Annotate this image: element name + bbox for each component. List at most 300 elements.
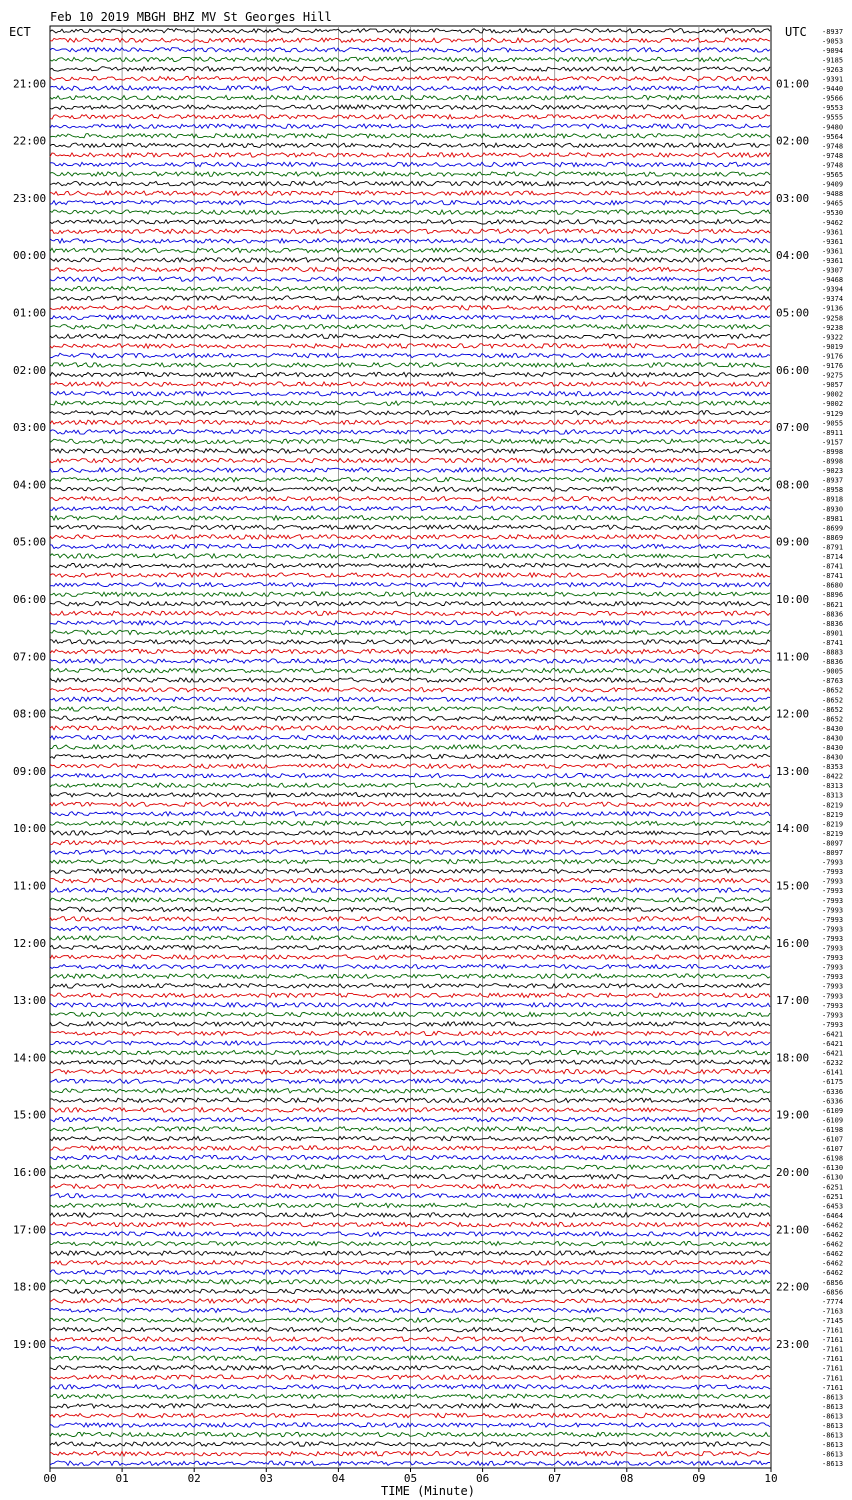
trace-offset-label: -9440 <box>822 85 844 94</box>
trace-offset-label: -8613 <box>822 1441 844 1450</box>
trace-offset-label: -6462 <box>822 1250 844 1259</box>
trace-offset-label: -8313 <box>822 791 844 800</box>
trace-offset-label: -6462 <box>822 1259 844 1268</box>
seismic-trace <box>50 57 770 62</box>
trace-offset-label: -9157 <box>822 438 844 447</box>
utc-hour-label: 10:00 <box>776 592 810 606</box>
trace-offset-label: -6421 <box>822 1030 844 1039</box>
trace-offset-label: -7161 <box>822 1336 844 1345</box>
seismic-trace <box>50 945 770 950</box>
seismic-trace <box>50 821 770 825</box>
utc-hour-label: 01:00 <box>776 77 810 91</box>
seismic-trace <box>50 1222 770 1227</box>
seismic-trace <box>50 1442 770 1447</box>
utc-hour-label: 02:00 <box>776 134 810 148</box>
ect-hour-label: 11:00 <box>13 879 47 893</box>
trace-offset-label: -6462 <box>822 1269 844 1278</box>
trace-offset-label: -8937 <box>822 27 844 36</box>
trace-offset-label: -9023 <box>822 467 844 476</box>
utc-hour-label: 13:00 <box>776 764 810 778</box>
seismic-trace <box>50 1203 770 1208</box>
trace-offset-label: -9002 <box>822 390 844 399</box>
seismic-trace <box>50 1079 770 1084</box>
seismic-trace <box>50 1280 770 1285</box>
utc-hour-label: 23:00 <box>776 1337 810 1351</box>
ect-hour-label: 12:00 <box>13 936 47 950</box>
utc-hour-label: 09:00 <box>776 535 810 549</box>
trace-offset-label: -8097 <box>822 839 844 848</box>
seismic-trace <box>50 668 770 673</box>
trace-offset-label: -9361 <box>822 256 844 265</box>
seismic-trace <box>50 1366 770 1371</box>
seismic-trace <box>50 726 770 730</box>
seismic-trace <box>50 1069 770 1074</box>
seismic-trace <box>50 516 770 521</box>
trace-offset-label: -6107 <box>822 1135 844 1144</box>
seismic-trace <box>50 659 770 664</box>
seismic-trace <box>50 1175 770 1180</box>
seismic-trace <box>50 1146 770 1151</box>
trace-offset-label: -8430 <box>822 744 844 752</box>
seismic-trace <box>50 1356 770 1361</box>
trace-offset-label: -7993 <box>822 887 844 896</box>
trace-offset-label: -6130 <box>822 1173 844 1182</box>
seismic-trace <box>50 554 770 559</box>
seismic-trace <box>50 592 770 596</box>
x-tick-label: 05 <box>403 1472 418 1485</box>
trace-offset-label: -9748 <box>822 151 844 160</box>
trace-offset-label: -6141 <box>822 1068 844 1077</box>
ect-hour-label: 22:00 <box>13 134 47 148</box>
trace-offset-label: -8869 <box>822 533 844 542</box>
trace-offset-label: -9019 <box>822 342 844 351</box>
ect-hour-label: 08:00 <box>13 707 47 721</box>
trace-offset-label: -9307 <box>822 266 844 275</box>
seismic-trace <box>50 630 770 634</box>
seismic-trace <box>50 1089 770 1093</box>
trace-offset-label: -8652 <box>822 686 844 695</box>
seismic-trace <box>50 869 770 873</box>
seismic-trace <box>50 563 770 568</box>
seismic-trace <box>50 745 770 749</box>
trace-offset-label: -9322 <box>822 333 844 342</box>
seismic-trace <box>50 926 770 931</box>
seismic-trace <box>50 993 770 998</box>
seismic-trace <box>50 649 770 654</box>
seismic-trace <box>50 29 770 34</box>
trace-offset-label: -6421 <box>822 1040 844 1049</box>
trace-offset-label: -7145 <box>822 1316 844 1325</box>
trace-offset-label: -7161 <box>822 1374 844 1383</box>
ect-hour-label: 09:00 <box>13 764 47 778</box>
trace-offset-label: -6251 <box>822 1183 844 1192</box>
trace-offset-label: -8219 <box>822 829 844 838</box>
seismic-trace <box>50 382 770 387</box>
trace-offset-label: -8652 <box>822 705 844 714</box>
trace-offset-label: -8313 <box>822 782 844 791</box>
trace-offset-label: -9361 <box>822 247 844 256</box>
trace-offset-label: -8937 <box>822 476 844 485</box>
trace-offset-label: -8680 <box>822 581 844 590</box>
seismic-trace <box>50 697 770 702</box>
trace-offset-label: -8763 <box>822 677 844 686</box>
trace-offset-label: -9053 <box>822 37 844 46</box>
trace-offset-label: -9176 <box>822 362 844 371</box>
seismic-trace <box>50 793 770 798</box>
seismic-trace <box>50 1270 770 1275</box>
seismic-trace <box>50 391 770 396</box>
seismic-trace <box>50 1050 770 1054</box>
ect-hour-label: 06:00 <box>13 592 47 606</box>
trace-offset-label: -9258 <box>822 314 844 323</box>
trace-offset-label: -6109 <box>822 1116 844 1125</box>
seismic-trace <box>50 1031 770 1036</box>
trace-offset-label: -8621 <box>822 600 844 609</box>
trace-offset-label: -7993 <box>822 868 844 877</box>
trace-offset-label: -7993 <box>822 925 844 934</box>
trace-offset-label: -7161 <box>822 1383 844 1392</box>
seismic-trace <box>50 1165 770 1170</box>
seismic-trace <box>50 86 770 91</box>
ect-hour-label: 05:00 <box>13 535 47 549</box>
trace-offset-label: -8613 <box>822 1412 844 1421</box>
seismic-trace <box>50 907 770 912</box>
trace-offset-label: -8896 <box>822 591 844 600</box>
trace-offset-label: -7161 <box>822 1364 844 1373</box>
trace-offset-label: -9748 <box>822 161 844 170</box>
seismic-trace <box>50 200 770 205</box>
seismic-trace <box>50 1184 770 1189</box>
seismic-trace <box>50 688 770 692</box>
seismic-trace <box>50 1299 770 1303</box>
labels-layer <box>13 28 843 1485</box>
trace-offset-label: -8097 <box>822 849 844 858</box>
utc-hour-label: 06:00 <box>776 363 810 377</box>
ect-hour-label: 14:00 <box>13 1051 47 1065</box>
trace-offset-label: -6336 <box>822 1087 844 1096</box>
trace-offset-label: -8613 <box>822 1422 844 1431</box>
trace-offset-label: -9748 <box>822 142 844 151</box>
seismic-trace <box>50 1375 770 1380</box>
trace-offset-label: -7993 <box>822 1020 844 1029</box>
x-tick-label: 07 <box>548 1472 562 1485</box>
trace-offset-label: -8958 <box>822 486 844 495</box>
seismic-trace <box>50 153 770 158</box>
trace-offset-label: -7993 <box>822 954 844 963</box>
seismic-trace <box>50 239 770 244</box>
utc-hour-label: 19:00 <box>776 1108 810 1122</box>
x-tick-label: 02 <box>187 1472 201 1485</box>
trace-offset-label: -9094 <box>822 46 844 55</box>
seismic-trace <box>50 334 770 339</box>
seismic-trace <box>50 1194 770 1199</box>
chart-title: Feb 10 2019 MBGH BHZ MV St Georges Hill <box>50 10 332 24</box>
seismic-trace <box>50 162 770 167</box>
seismic-trace <box>50 535 770 540</box>
seismic-trace <box>50 917 770 922</box>
ect-hour-label: 19:00 <box>13 1337 47 1351</box>
seismic-trace <box>50 1012 770 1017</box>
trace-offset-label: -6251 <box>822 1192 844 1201</box>
trace-offset-label: -9055 <box>822 419 844 428</box>
trace-offset-label: -9555 <box>822 113 844 122</box>
seismic-trace <box>50 1289 770 1293</box>
trace-offset-label: -9480 <box>822 123 844 132</box>
seismic-trace <box>50 95 770 100</box>
ect-hour-label: 10:00 <box>13 822 47 836</box>
seismic-trace <box>50 296 770 301</box>
seismic-trace <box>50 220 770 225</box>
seismic-trace <box>50 640 770 645</box>
trace-offset-label: -7993 <box>822 915 844 924</box>
trace-offset-label: -8613 <box>822 1393 844 1402</box>
x-tick-label: 10 <box>764 1472 778 1485</box>
trace-offset-label: -6462 <box>822 1231 844 1240</box>
seismic-trace <box>50 1127 770 1132</box>
trace-offset-label: -9176 <box>822 352 844 361</box>
seismic-trace <box>50 582 770 587</box>
seismic-trace <box>50 812 770 817</box>
seismic-trace <box>50 363 770 367</box>
trace-offset-label: -8918 <box>822 495 844 504</box>
ect-hour-label: 00:00 <box>13 249 47 263</box>
seismic-trace <box>50 1385 770 1390</box>
utc-hour-label: 03:00 <box>776 191 810 205</box>
seismic-trace <box>50 458 770 462</box>
trace-offset-label: -7161 <box>822 1326 844 1335</box>
seismic-trace <box>50 965 770 969</box>
trace-offset-label: -8699 <box>822 524 844 533</box>
trace-offset-label: -8613 <box>822 1402 844 1411</box>
trace-offset-label: -8998 <box>822 447 844 456</box>
seismic-trace <box>50 974 770 978</box>
trace-offset-label: -7993 <box>822 992 844 1001</box>
trace-offset-label: -9465 <box>822 199 844 208</box>
trace-offset-label: -9185 <box>822 56 844 65</box>
trace-offset-label: -9566 <box>822 94 844 103</box>
trace-offset-label: -6453 <box>822 1202 844 1211</box>
trace-offset-label: -8836 <box>822 658 844 667</box>
right-axis-label: UTC <box>785 25 807 39</box>
seismic-trace <box>50 172 770 177</box>
seismic-trace <box>50 439 770 444</box>
seismic-trace <box>50 754 770 759</box>
trace-offset-label: -7993 <box>822 944 844 953</box>
trace-offset-label: -8930 <box>822 505 844 514</box>
trace-offset-label: -9488 <box>822 190 844 199</box>
seismic-trace <box>50 802 770 806</box>
trace-offset-label: -9361 <box>822 228 844 237</box>
seismic-trace <box>50 1136 770 1141</box>
trace-offset-label: -8613 <box>822 1450 844 1459</box>
trace-offset-label: -6856 <box>822 1278 844 1287</box>
seismic-trace <box>50 497 770 502</box>
utc-hour-label: 22:00 <box>776 1280 810 1294</box>
seismic-trace <box>50 783 770 787</box>
seismic-trace <box>50 716 770 721</box>
ect-hour-label: 23:00 <box>13 191 47 205</box>
seismic-trace <box>50 1404 770 1409</box>
utc-hour-label: 20:00 <box>776 1165 810 1179</box>
seismic-trace <box>50 611 770 615</box>
trace-offset-label: -7993 <box>822 982 844 991</box>
trace-offset-label: -6107 <box>822 1145 844 1154</box>
x-tick-label: 01 <box>115 1472 129 1485</box>
seismic-trace <box>50 840 770 845</box>
trace-offset-label: -9002 <box>822 400 844 409</box>
trace-offset-label: -8741 <box>822 638 844 647</box>
x-tick-label: 08 <box>620 1472 634 1485</box>
seismic-trace <box>50 1337 770 1342</box>
ect-hour-label: 04:00 <box>13 478 47 492</box>
trace-offset-label: -8998 <box>822 457 844 466</box>
utc-hour-label: 21:00 <box>776 1223 810 1237</box>
seismic-trace <box>50 859 770 864</box>
trace-offset-label: -8219 <box>822 801 844 810</box>
x-tick-label: 09 <box>692 1472 706 1485</box>
trace-offset-label: -8219 <box>822 810 844 819</box>
trace-offset-label: -7993 <box>822 963 844 972</box>
trace-offset-label: -6175 <box>822 1078 844 1087</box>
trace-offset-label: -7993 <box>822 906 844 915</box>
trace-offset-label: -6462 <box>822 1221 844 1230</box>
trace-offset-label: -9057 <box>822 381 844 390</box>
seismic-trace <box>50 315 770 320</box>
trace-offset-label: -8430 <box>822 753 844 762</box>
utc-hour-label: 18:00 <box>776 1051 810 1065</box>
seismic-trace <box>50 1308 770 1313</box>
seismic-trace <box>50 420 770 425</box>
seismic-trace <box>50 115 770 120</box>
utc-hour-label: 08:00 <box>776 478 810 492</box>
seismic-trace <box>50 1423 770 1427</box>
seismic-trace <box>50 1108 770 1112</box>
seismic-trace <box>50 1241 770 1245</box>
ect-hour-label: 02:00 <box>13 363 47 377</box>
trace-offset-label: -9462 <box>822 218 844 227</box>
seismic-trace <box>50 1461 770 1466</box>
trace-offset-label: -9468 <box>822 276 844 285</box>
trace-offset-label: -9409 <box>822 180 844 189</box>
seismic-trace <box>50 850 770 855</box>
trace-offset-label: -9238 <box>822 323 844 332</box>
trace-offset-label: -8652 <box>822 696 844 705</box>
trace-offset-label: -6232 <box>822 1059 844 1068</box>
utc-hour-label: 16:00 <box>776 936 810 950</box>
trace-offset-label: -7774 <box>822 1297 844 1306</box>
seismic-trace <box>50 344 770 349</box>
seismic-trace <box>50 707 770 711</box>
seismic-trace <box>50 372 770 377</box>
trace-offset-label: -9565 <box>822 171 844 180</box>
trace-offset-label: -7993 <box>822 877 844 886</box>
utc-hour-label: 07:00 <box>776 421 810 435</box>
trace-offset-label: -6336 <box>822 1097 844 1106</box>
seismic-trace <box>50 210 770 214</box>
seismic-trace <box>50 1155 770 1160</box>
trace-offset-label: -7163 <box>822 1307 844 1316</box>
x-axis-label: TIME (Minute) <box>381 1484 475 1498</box>
seismic-trace <box>50 468 770 473</box>
trace-offset-label: -9136 <box>822 304 844 313</box>
seismic-trace <box>50 831 770 836</box>
seismic-trace <box>50 248 770 252</box>
x-tick-label: 06 <box>475 1472 490 1485</box>
seismic-trace <box>50 621 770 626</box>
trace-offset-label: -8791 <box>822 543 844 552</box>
seismic-trace <box>50 1318 770 1323</box>
trace-offset-label: -6462 <box>822 1240 844 1249</box>
seismic-trace <box>50 1022 770 1026</box>
trace-offset-label: -7161 <box>822 1345 844 1354</box>
seismic-trace <box>50 764 770 768</box>
seismic-trace <box>50 678 770 683</box>
seismic-trace <box>50 1213 770 1218</box>
seismic-trace <box>50 48 770 53</box>
utc-hour-label: 12:00 <box>776 707 810 721</box>
trace-offset-label: -9275 <box>822 371 844 380</box>
seismic-trace <box>50 878 770 883</box>
trace-offset-label: -6421 <box>822 1049 844 1058</box>
trace-offset-label: -8911 <box>822 428 844 437</box>
seismic-trace <box>50 506 770 511</box>
trace-offset-label: -8714 <box>822 553 844 562</box>
trace-offset-label: -7993 <box>822 1001 844 1010</box>
traces-layer <box>50 29 770 1466</box>
ect-hour-label: 21:00 <box>13 77 47 91</box>
seismic-trace <box>50 38 770 43</box>
trace-offset-label: -9564 <box>822 132 844 141</box>
seismic-trace <box>50 325 770 329</box>
seismic-trace <box>50 1060 770 1065</box>
trace-offset-label: -9129 <box>822 409 844 418</box>
trace-offset-label: -9391 <box>822 75 844 84</box>
seismic-trace <box>50 67 770 72</box>
seismic-trace <box>50 277 770 282</box>
seismic-trace <box>50 1041 770 1045</box>
trace-offset-label: -7993 <box>822 896 844 905</box>
trace-offset-label: -9553 <box>822 104 844 113</box>
ect-hour-label: 15:00 <box>13 1108 47 1122</box>
seismic-trace <box>50 449 770 454</box>
x-tick-label: 04 <box>331 1472 346 1485</box>
trace-offset-label: -7161 <box>822 1355 844 1364</box>
ect-hour-label: 18:00 <box>13 1280 47 1294</box>
utc-hour-label: 17:00 <box>776 994 810 1008</box>
trace-offset-label: -9263 <box>822 65 844 74</box>
seismic-trace <box>50 1251 770 1256</box>
seismic-trace <box>50 602 770 607</box>
trace-offset-label: -8901 <box>822 629 844 638</box>
trace-offset-label: -8836 <box>822 610 844 619</box>
seismic-trace <box>50 105 770 110</box>
seismic-trace <box>50 1117 770 1122</box>
seismic-trace <box>50 401 770 406</box>
seismic-trace <box>50 143 770 148</box>
left-axis-label: ECT <box>9 25 31 39</box>
seismic-trace <box>50 477 770 481</box>
seismic-trace <box>50 936 770 940</box>
trace-offset-label: -8219 <box>822 820 844 829</box>
seismic-trace <box>50 286 770 290</box>
trace-offset-label: -6130 <box>822 1164 844 1173</box>
trace-offset-label: -7993 <box>822 934 844 943</box>
ect-hour-label: 16:00 <box>13 1165 47 1179</box>
seismic-trace <box>50 1098 770 1103</box>
seismic-trace <box>50 411 770 415</box>
seismic-trace <box>50 1346 770 1351</box>
utc-hour-label: 11:00 <box>776 650 810 664</box>
